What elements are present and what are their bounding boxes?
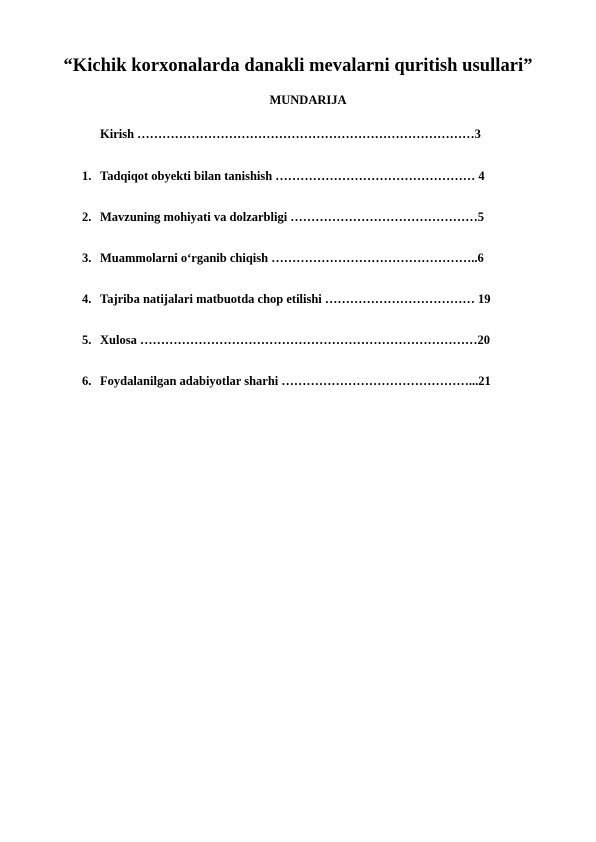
document-title: “Kichik korxonalarda danakli mevalarni quritish usullari” <box>63 56 533 76</box>
toc-entry-1 <box>82 168 542 184</box>
toc-entry-number: 1. <box>82 169 92 183</box>
toc-entry-text: Xulosa ………………………………………………………………………20 <box>100 333 490 347</box>
toc-entry-text: Tajriba natijalari matbuotda chop etilishi ……………………………… 19 <box>100 292 491 306</box>
toc-entry-text: Tadqiqot obyekti bilan tanishish ………………………………………… 4 <box>100 169 485 183</box>
toc-entry-6 <box>82 373 552 389</box>
toc-entry-text: Kirish ………………………………………………………………………3 <box>100 127 481 141</box>
toc-entry-text: Muammolarni o‘rganib chiqish …………………………………………..6 <box>100 251 484 265</box>
toc-entry-number: 6. <box>82 374 92 388</box>
toc-entry-5 <box>82 332 552 348</box>
toc-heading: MUNDARIJA <box>269 93 347 107</box>
toc-entry-text: Mavzuning mohiyati va dolzarbligi ………………………………………5 <box>100 210 485 224</box>
toc-entry-number: 3. <box>82 251 92 265</box>
toc-entry-3 <box>82 250 542 266</box>
toc-entry-4 <box>82 291 552 307</box>
toc-entry-2 <box>82 209 542 225</box>
toc-entry-number: 2. <box>82 210 92 224</box>
toc-entry-text: Foydalanilgan adabiyotlar sharhi ………………………………………...21 <box>100 374 491 388</box>
toc-entry-number: 5. <box>82 333 92 347</box>
toc-entry-kirish <box>100 126 536 142</box>
toc-entry-number: 4. <box>82 292 92 306</box>
